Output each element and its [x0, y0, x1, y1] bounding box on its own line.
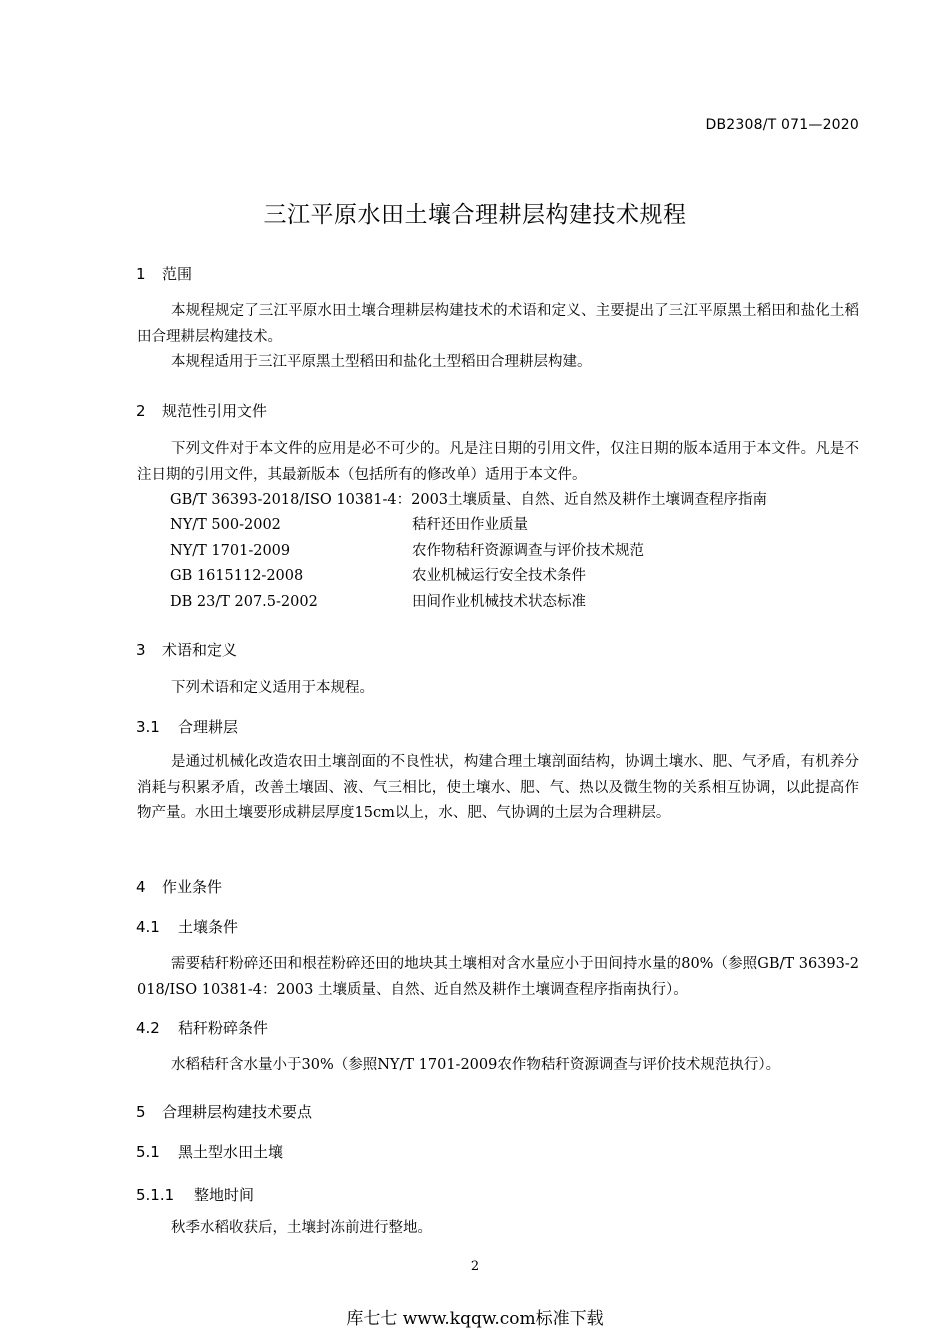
section-5-1-1-heading [136, 1184, 254, 1205]
section-2-heading [136, 400, 267, 421]
section-number: 1 [136, 265, 146, 283]
section-title: 术语和定义 [162, 641, 238, 659]
section-4-2-paragraph-1: 水稻秸秆含水量小于30%（参照NY/T 1701-2009农作物秸秆资源调查与评价技术规范执行）。 [171, 1057, 781, 1073]
reference-code: NY/T 500-2002 [170, 517, 281, 533]
section-4-2-heading [136, 1017, 268, 1038]
section-1-heading [136, 263, 192, 284]
section-number: 4.1 [136, 918, 160, 936]
reference-code: DB 23/T 207.5-2002 [170, 594, 318, 610]
section-4-heading [136, 876, 222, 897]
section-title: 作业条件 [162, 878, 223, 896]
section-1-paragraph-2: 本规程适用于三江平原黑土型稻田和盐化土型稻田合理耕层构建。 [171, 354, 592, 370]
section-number: 4 [136, 878, 146, 896]
section-title: 合理耕层构建技术要点 [162, 1103, 313, 1121]
section-title: 范围 [162, 265, 193, 283]
section-title: 规范性引用文件 [162, 402, 268, 420]
section-5-heading [136, 1101, 312, 1122]
section-number: 5.1.1 [136, 1186, 175, 1204]
footer-watermark: 库七七 www.kqqw.com标准下载 [346, 1309, 604, 1329]
reference-title: 农业机械运行安全技术条件 [412, 568, 586, 584]
section-3-1-paragraph-1: 是通过机械化改造农田土壤剖面的不良性状，构建合理土壤剖面结构，协调土壤水、肥、气矛盾，有机养分消耗与积累矛盾，改善土壤固、液、气三相比，使土壤水、肥、气、热以及微生物的关系相互协调，以此提高作物产量。水田土壤要形成耕层厚度15cm以上，水、肥、气协调的土层为合理耕层。 [137, 754, 859, 821]
document-title: 三江平原水田土壤合理耕层构建技术规程 [263, 202, 687, 228]
section-3-heading [136, 639, 237, 660]
section-title: 整地时间 [194, 1186, 255, 1204]
section-4-1-paragraph-1: 需要秸秆粉碎还田和根茬粉碎还田的地块其土壤相对含水量应小于田间持水量的80%（参照GB/T 36393-2018/ISO 10381-4：2003 土壤质量、自然、近自然及耕作土壤调查程序指南执行）。 [137, 956, 859, 998]
reference-row [170, 590, 860, 616]
section-3-1-heading [136, 716, 238, 737]
section-title: 黑土型水田土壤 [178, 1143, 284, 1161]
section-3-paragraph-1: 下列术语和定义适用于本规程。 [171, 680, 374, 696]
section-number: 5.1 [136, 1143, 160, 1161]
section-title: 秸秆粉碎条件 [178, 1019, 269, 1037]
reference-row [170, 513, 860, 539]
reference-title: 田间作业机械技术状态标准 [412, 594, 586, 610]
reference-row [170, 564, 860, 590]
reference-row [170, 539, 860, 565]
reference-title: 土壤质量、自然、近自然及耕作土壤调查程序指南 [448, 492, 768, 508]
reference-row [170, 488, 860, 514]
section-number: 5 [136, 1103, 146, 1121]
section-title: 合理耕层 [178, 718, 239, 736]
reference-title: 农作物秸秆资源调查与评价技术规范 [412, 543, 644, 559]
section-number: 3 [136, 641, 146, 659]
reference-code: GB/T 36393-2018/ISO 10381-4：2003 [170, 492, 449, 508]
section-1-paragraph-1: 本规程规定了三江平原水田土壤合理耕层构建技术的术语和定义、主要提出了三江平原黑土稻田和盐化土稻田合理耕层构建技术。 [137, 303, 859, 345]
reference-title: 秸秆还田作业质量 [412, 517, 528, 533]
section-title: 土壤条件 [178, 918, 239, 936]
reference-code: NY/T 1701-2009 [170, 543, 291, 559]
section-2-paragraph-1: 下列文件对于本文件的应用是必不可少的。凡是注日期的引用文件，仅注日期的版本适用于本文件。凡是不注日期的引用文件，其最新版本（包括所有的修改单）适用于本文件。 [137, 441, 859, 483]
section-number: 4.2 [136, 1019, 160, 1037]
document-code: DB2308/T 071—2020 [705, 117, 859, 133]
page-number: 2 [470, 1259, 480, 1274]
reference-code: GB 1615112-2008 [170, 568, 304, 584]
section-number: 3.1 [136, 718, 160, 736]
section-4-1-heading [136, 916, 238, 937]
section-5-1-1-paragraph-1: 秋季水稻收获后，土壤封冻前进行整地。 [171, 1220, 432, 1236]
section-5-1-heading [136, 1141, 283, 1162]
section-number: 2 [136, 402, 146, 420]
